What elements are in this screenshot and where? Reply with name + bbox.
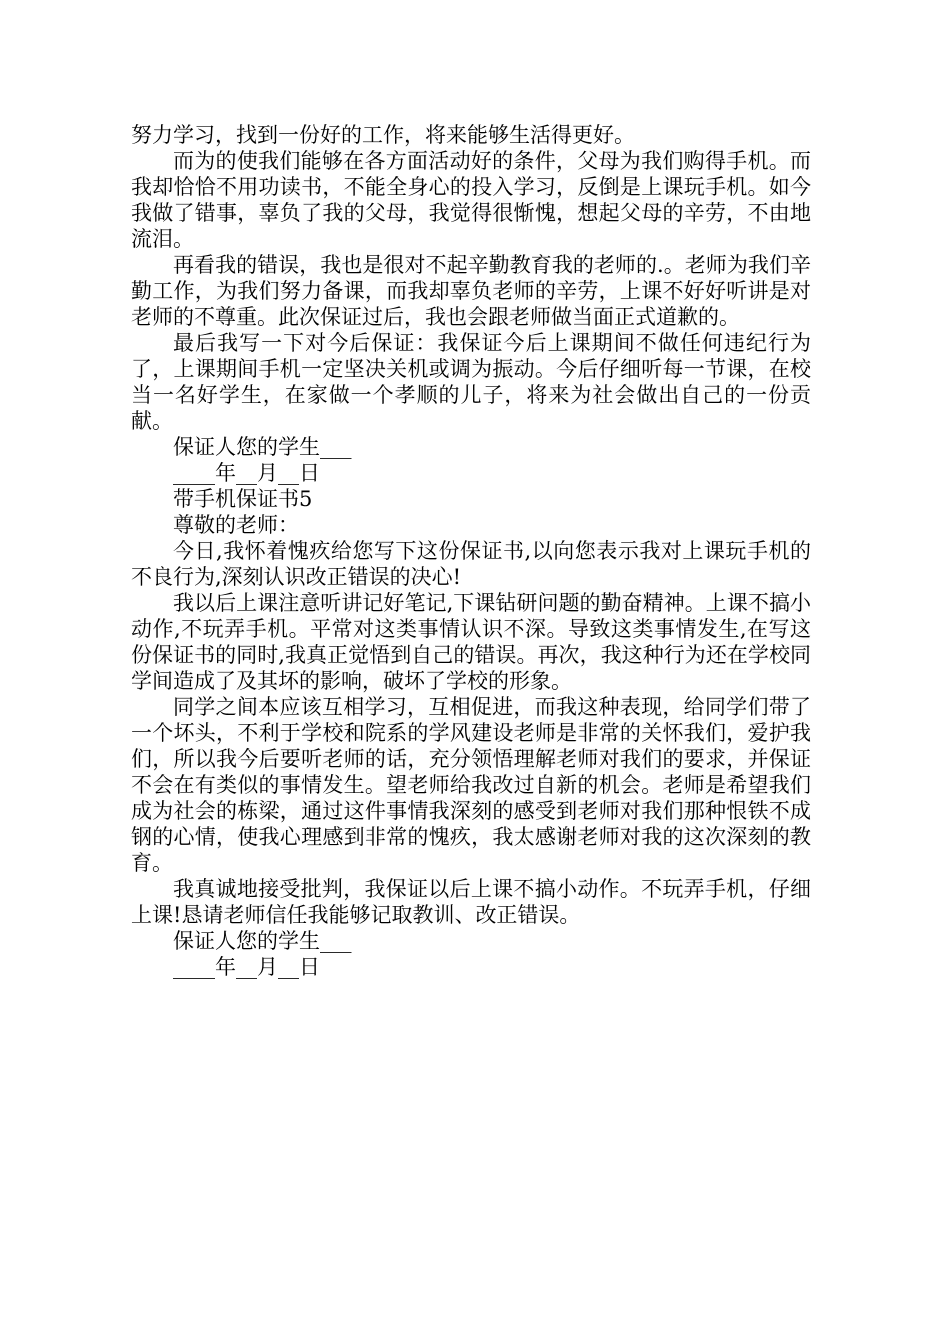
paragraph-parents: 而为的使我们能够在各方面活动好的条件，父母为我们购得手机。而我却恰恰不用功读书，不能全身心的投入学习，反倒是上课玩手机。如今我做了错事，辜负了我的父母，我觉得很惭愧，想起父母的辛劳，不由地流泪。 [131, 149, 811, 251]
signature-line-2: 保证人您的学生___ [173, 929, 352, 953]
paragraph-promise: 最后我写一下对今后保证：我保证今后上课期间不做任何违纪行为了，上课期间手机一定坚决关机或调为振动。今后仔细听每一节课，在校当一名好学生，在家做一个孝顺的儿子，将来为社会做出自己的一份贡献。 [131, 331, 811, 433]
paragraph-teacher: 再看我的错误，我也是很对不起辛勤教育我的老师的.。老师为我们辛勤工作，为我们努力备课，而我却辜负老师的辛劳，上课不好好听讲是对老师的不尊重。此次保证过后，我也会跟老师做当面正式道歉的。 [131, 253, 811, 329]
paragraph-resolution: 我以后上课注意听讲记好笔记,下课钻研问题的勤奋精神。上课不搞小动作,不玩弄手机。平常对这类事情认识不深。导致这类事情发生,在写这份保证书的同时,我真正觉悟到自己的错误。再次，我这种行为还在学校同学间造成了及其坏的影响，破坏了学校的形象。 [131, 591, 811, 693]
document-page [131, 122, 811, 980]
paragraph-intro: 今日,我怀着愧疚给您写下这份保证书,以向您表示我对上课玩手机的不良行为,深刻认识改正错误的决心! [131, 539, 811, 589]
signature-line: 保证人您的学生___ [173, 435, 352, 459]
paragraph-reflection: 同学之间本应该互相学习，互相促进，而我这种表现，给同学们带了一个坏头，不利于学校和院系的学风建设老师是非常的关怀我们，爱护我们，所以我今后要听老师的话，充分领悟理解老师对我们的要求，并保证不会在有类似的事情发生。望老师给我改过自新的机会。老师是希望我们成为社会的栋梁，通过这件事情我深刻的感受到老师对我们那种恨铁不成钢的心情，使我心理感到非常的愧疚，我太感谢老师对我的这次深刻的教育。 [131, 695, 811, 875]
paragraph-continuation: 努力学习，找到一份好的工作，将来能够生活得更好。 [131, 123, 635, 147]
date-line-2: ____年__月__日 [173, 955, 320, 979]
paragraph-acceptance: 我真诚地接受批判，我保证以后上课不搞小动作。不玩弄手机，仔细上课!恳请老师信任我能够记取教训、改正错误。 [131, 877, 811, 927]
salutation: 尊敬的老师： [173, 513, 299, 537]
date-line: ____年__月__日 [173, 461, 320, 485]
section-title: 带手机保证书5 [173, 487, 313, 511]
